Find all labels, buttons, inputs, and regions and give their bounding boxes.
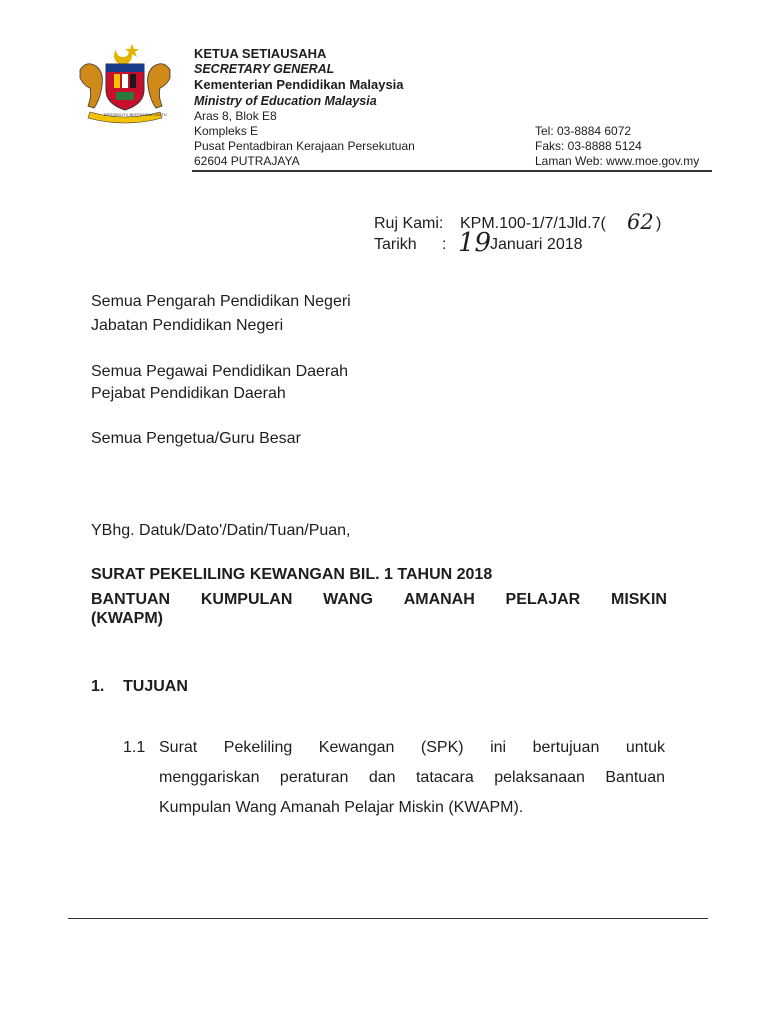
- letterhead-address-line: Pusat Pentadbiran Kerajaan Persekutuan: [194, 139, 415, 153]
- paragraph-word: Kewangan: [318, 739, 395, 756]
- recipient-line: Semua Pengarah Pendidikan Negeri: [91, 293, 351, 310]
- footer-divider: [68, 918, 708, 919]
- section-number: 1.: [91, 678, 105, 695]
- paragraph-word: (SPK): [420, 739, 464, 756]
- paragraph-word: menggariskan: [159, 769, 260, 786]
- letterhead-title-ms: KETUA SETIAUSAHA: [194, 46, 327, 61]
- letterhead-address-line: Kompleks E: [194, 124, 259, 138]
- subject-word: WANG: [323, 591, 373, 608]
- recipient-line: Semua Pengetua/Guru Besar: [91, 430, 301, 447]
- subject-word: AMANAH: [403, 591, 475, 608]
- subject-line: SURAT PEKELILING KEWANGAN BIL. 1 TAHUN 2018: [91, 566, 493, 583]
- letterhead-ministry-en: Ministry of Education Malaysia: [194, 94, 377, 108]
- paragraph-word: untuk: [625, 739, 665, 756]
- date-handwritten-day: 19: [458, 228, 492, 258]
- letterhead-address-line: Aras 8, Blok E8: [194, 109, 277, 123]
- letterhead-divider: [192, 170, 712, 172]
- subject-word: BANTUAN: [91, 591, 171, 608]
- subject-word: PELAJAR: [505, 591, 581, 608]
- paragraph-word: ini: [490, 739, 507, 756]
- salutation: YBhg. Datuk/Dato'/Datin/Tuan/Puan,: [91, 522, 351, 539]
- reference-handwritten-number: 62: [627, 210, 654, 234]
- paragraph-word: dan: [368, 769, 396, 786]
- letterhead-ministry-ms: Kementerian Pendidikan Malaysia: [194, 77, 404, 92]
- subject-line-justified: [91, 591, 667, 609]
- paragraph-line-justified: [159, 739, 665, 757]
- letterhead-address-line: 62604 PUTRAJAYA: [194, 154, 300, 168]
- paragraph-word: tatacara: [415, 769, 474, 786]
- letterhead-phone: Tel: 03-8884 6072: [535, 124, 632, 138]
- paragraph-word: peraturan: [279, 769, 349, 786]
- paragraph-word: pelaksanaan: [494, 769, 585, 786]
- subject-word: MISKIN: [610, 591, 667, 608]
- recipient-line: Pejabat Pendidikan Daerah: [91, 385, 286, 402]
- recipient-line: Jabatan Pendidikan Negeri: [91, 317, 284, 334]
- paragraph-word: Bantuan: [605, 769, 665, 786]
- section-heading: TUJUAN: [123, 678, 188, 695]
- reference-close-paren: ): [656, 215, 662, 232]
- paragraph-number: 1.1: [123, 739, 146, 756]
- crest-motto: BERSEKUTU BERTAMBAH MUTU: [104, 112, 167, 117]
- letterhead-website: Laman Web: www.moe.gov.my: [535, 154, 700, 168]
- recipient-line: Semua Pegawai Pendidikan Daerah: [91, 363, 349, 380]
- reference-label: Ruj Kami:: [374, 215, 444, 232]
- paragraph-line-justified: [159, 769, 665, 787]
- paragraph-line: Kumpulan Wang Amanah Pelajar Miskin (KWAPM).: [159, 799, 524, 816]
- paragraph-word: Pekeliling: [223, 739, 293, 756]
- letterhead-fax: Faks: 03-8888 5124: [535, 139, 642, 153]
- paragraph-word: bertujuan: [532, 739, 600, 756]
- reference-value: KPM.100-1/7/1Jld.7(: [460, 215, 606, 232]
- date-label: Tarikh: [374, 236, 417, 253]
- date-colon: :: [442, 236, 447, 253]
- date-value: Januari 2018: [490, 236, 583, 253]
- paragraph-word: Surat: [159, 739, 198, 756]
- letterhead-title-en: SECRETARY GENERAL: [194, 62, 335, 76]
- subject-word: KUMPULAN: [200, 591, 293, 608]
- subject-line: (KWAPM): [91, 610, 163, 627]
